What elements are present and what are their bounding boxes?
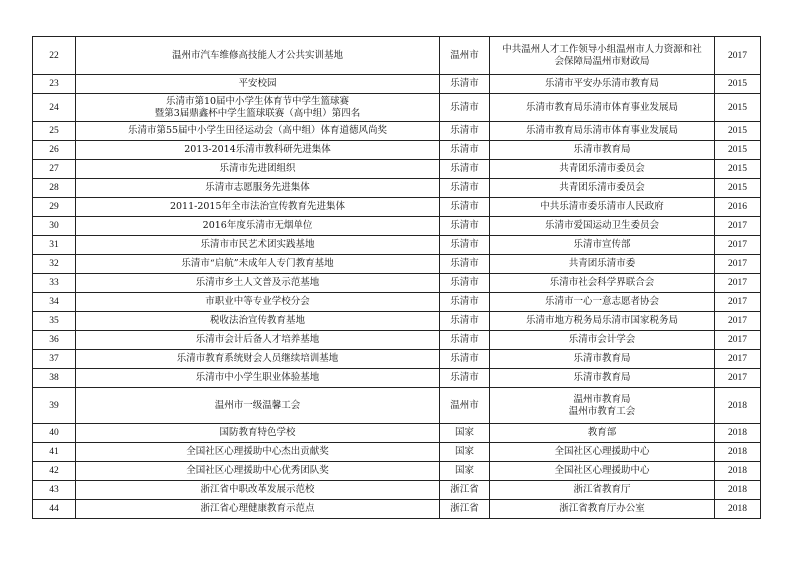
row-number-cell: 32 [33,255,76,274]
row-number-cell: 28 [33,179,76,198]
issuer-line: 乐清市教育局 [573,353,631,364]
table-row [33,331,761,350]
year-cell: 2015 [715,122,761,141]
honor-level-cell: 乐清市 [440,331,490,350]
table-row [33,350,761,369]
honor-name-cell [76,179,440,198]
issuer-line: 浙江省教育厅办公室 [559,503,645,514]
honor-name-cell [76,94,440,122]
honor-name-cell [76,141,440,160]
issuer-line: 乐清市教育局 [573,372,631,383]
table-row [33,369,761,388]
issuing-authority-cell [490,481,715,500]
table-row [33,94,761,122]
honor-level-cell: 乐清市 [440,75,490,94]
issuer-line: 全国社区心理援助中心 [554,446,650,457]
honor-level-cell: 乐清市 [440,255,490,274]
honor-level-cell: 浙江省 [440,481,490,500]
honor-name-cell [76,388,440,424]
table-row [33,198,761,217]
issuer-line: 共青团乐清市委员会 [559,163,645,174]
row-number-cell: 38 [33,369,76,388]
row-number-cell: 33 [33,274,76,293]
row-number-cell: 43 [33,481,76,500]
honor-level-cell: 乐清市 [440,369,490,388]
issuing-authority-cell [490,75,715,94]
honor-level-cell: 乐清市 [440,198,490,217]
name-line: 全国社区心理援助中心杰出贡献奖 [186,446,329,457]
name-line: 暨第3届鼎鑫杯中学生篮球联赛（高中组）第四名 [154,107,361,119]
name-line: 温州市一级温馨工会 [214,399,301,411]
row-number-cell: 35 [33,312,76,331]
year-cell: 2015 [715,160,761,179]
honor-name-cell [76,481,440,500]
honor-level-cell: 乐清市 [440,236,490,255]
issuing-authority-cell [490,94,715,122]
honor-level-cell: 乐清市 [440,160,490,179]
row-number-cell: 23 [33,75,76,94]
row-number-cell: 26 [33,141,76,160]
issuer-line: 乐清市教育局乐清市体育事业发展局 [525,101,678,113]
row-number-cell: 31 [33,236,76,255]
issuer-line: 浙江省教育厅 [573,484,631,495]
row-number-cell: 44 [33,500,76,519]
honor-level-cell: 乐清市 [440,217,490,236]
issuing-authority-cell [490,424,715,443]
year-cell: 2018 [715,424,761,443]
name-line: 乐清市教育系统财会人员继续培训基地 [176,353,339,364]
row-number-cell: 41 [33,443,76,462]
year-cell: 2015 [715,75,761,94]
issuing-authority-cell [490,462,715,481]
name-line: 乐清市会计后备人才培养基地 [195,334,320,345]
issuer-line: 乐清市社会科学界联合会 [549,277,655,288]
issuing-authority-cell [490,369,715,388]
honor-level-cell: 乐清市 [440,312,490,331]
year-cell: 2015 [715,94,761,122]
name-line: 温州市汽车维修高技能人才公共实训基地 [171,49,343,61]
honor-level-cell: 国家 [440,462,490,481]
year-cell: 2017 [715,293,761,312]
name-line: 乐清市乡土人文普及示范基地 [195,277,320,288]
table-row [33,388,761,424]
honor-name-cell [76,350,440,369]
year-cell: 2016 [715,198,761,217]
row-number-cell: 40 [33,424,76,443]
issuing-authority-cell [490,37,715,75]
honor-level-cell: 温州市 [440,388,490,424]
name-line: 2016年度乐清市无烟单位 [202,220,313,231]
name-line: 全国社区心理援助中心优秀团队奖 [186,465,329,476]
row-number-cell: 34 [33,293,76,312]
issuing-authority-cell [490,274,715,293]
issuer-line: 全国社区心理援助中心 [554,465,650,476]
honor-level-cell: 乐清市 [440,122,490,141]
table-row [33,293,761,312]
year-cell: 2018 [715,388,761,424]
honor-level-cell: 乐清市 [440,293,490,312]
name-line: 乐清市先进团组织 [219,163,296,174]
honor-name-cell [76,160,440,179]
honor-name-cell [76,462,440,481]
year-cell: 2017 [715,331,761,350]
table-row [33,236,761,255]
year-cell: 2017 [715,369,761,388]
year-cell: 2015 [715,141,761,160]
honor-level-cell: 乐清市 [440,94,490,122]
year-cell: 2018 [715,500,761,519]
year-cell: 2017 [715,217,761,236]
name-line: 乐清市第10届中小学生体育节中学生篮球赛 [165,95,350,107]
issuer-line: 乐清市一心一意志愿者协会 [544,296,659,307]
table-row [33,274,761,293]
table-body [33,37,761,519]
year-cell: 2017 [715,255,761,274]
issuing-authority-cell [490,388,715,424]
table-row [33,141,761,160]
table-row [33,500,761,519]
honors-table [32,36,761,519]
year-cell: 2017 [715,350,761,369]
issuing-authority-cell [490,217,715,236]
issuer-line: 中共温州人才工作领导小组温州市人力资源和社 [502,43,702,55]
issuer-line: 乐清市平安办乐清市教育局 [544,78,659,89]
issuing-authority-cell [490,122,715,141]
row-number-cell: 30 [33,217,76,236]
name-line: 2013-2014乐清市教科研先进集体 [184,144,331,155]
table-row [33,481,761,500]
issuer-line: 教育部 [587,427,617,438]
row-number-cell: 37 [33,350,76,369]
issuer-line: 乐清市教育局 [573,144,631,155]
issuer-line: 共青团乐清市委员会 [559,182,645,193]
issuing-authority-cell [490,293,715,312]
year-cell: 2018 [715,462,761,481]
name-line: 乐清市志愿服务先进集体 [205,182,310,193]
honor-name-cell [76,122,440,141]
name-line: 国防教育特色学校 [219,427,296,438]
honor-name-cell [76,424,440,443]
honor-level-cell: 乐清市 [440,141,490,160]
row-number-cell: 36 [33,331,76,350]
row-number-cell: 22 [33,37,76,75]
issuer-line: 乐清市宣传部 [573,239,631,250]
year-cell: 2015 [715,179,761,198]
issuing-authority-cell [490,198,715,217]
issuing-authority-cell [490,443,715,462]
row-number-cell: 27 [33,160,76,179]
year-cell: 2017 [715,37,761,75]
year-cell: 2017 [715,274,761,293]
honor-level-cell: 乐清市 [440,274,490,293]
row-number-cell: 39 [33,388,76,424]
honor-name-cell [76,274,440,293]
honor-name-cell [76,236,440,255]
name-line: 乐清市中小学生职业体验基地 [195,372,320,383]
issuer-line: 乐清市会计学会 [568,334,636,345]
issuer-line: 共青团乐清市委 [568,258,636,269]
table-row [33,179,761,198]
table-row [33,424,761,443]
issuer-line: 温州市教育局 [573,393,631,405]
table-row [33,462,761,481]
row-number-cell: 25 [33,122,76,141]
issuer-line: 乐清市教育局乐清市体育事业发展局 [525,125,678,136]
name-line: 乐清市市民艺术团实践基地 [200,239,315,250]
issuing-authority-cell [490,141,715,160]
table-row [33,122,761,141]
name-line: 平安校园 [238,78,277,89]
row-number-cell: 42 [33,462,76,481]
issuer-line: 中共乐清市委乐清市人民政府 [540,201,664,212]
honor-level-cell: 温州市 [440,37,490,75]
issuer-line: 乐清市爱国运动卫生委员会 [544,220,659,231]
honor-level-cell: 国家 [440,424,490,443]
honor-name-cell [76,312,440,331]
table-row [33,255,761,274]
name-line: 税收法治宣传教育基地 [209,315,305,326]
issuing-authority-cell [490,236,715,255]
name-line: 市职业中等专业学校分会 [205,296,310,307]
year-cell: 2017 [715,236,761,255]
honor-name-cell [76,443,440,462]
issuing-authority-cell [490,255,715,274]
table-row [33,443,761,462]
table-row [33,75,761,94]
honor-name-cell [76,331,440,350]
name-line: 乐清市“启航”未成年人专门教育基地 [181,258,334,269]
issuer-line: 乐清市地方税务局乐清市国家税务局 [525,315,678,326]
issuing-authority-cell [490,331,715,350]
year-cell: 2018 [715,481,761,500]
year-cell: 2017 [715,312,761,331]
row-number-cell: 29 [33,198,76,217]
honor-name-cell [76,75,440,94]
table-row [33,37,761,75]
year-cell: 2018 [715,443,761,462]
issuing-authority-cell [490,350,715,369]
issuing-authority-cell [490,500,715,519]
honor-level-cell: 乐清市 [440,350,490,369]
issuing-authority-cell [490,179,715,198]
honor-level-cell: 浙江省 [440,500,490,519]
table-row [33,160,761,179]
honor-name-cell [76,37,440,75]
honor-name-cell [76,500,440,519]
issuer-line: 温州市教育工会 [568,405,636,417]
name-line: 2011-2015年全市法治宣传教育先进集体 [169,201,346,212]
honor-level-cell: 乐清市 [440,179,490,198]
honor-name-cell [76,217,440,236]
honor-level-cell: 国家 [440,443,490,462]
issuing-authority-cell [490,160,715,179]
issuer-line: 会保障局温州市财政局 [554,55,650,67]
honor-name-cell [76,369,440,388]
table-row [33,312,761,331]
row-number-cell: 24 [33,94,76,122]
name-line: 浙江省中职改革发展示范校 [200,484,315,495]
honor-name-cell [76,198,440,217]
honor-name-cell [76,293,440,312]
table-row [33,217,761,236]
honor-name-cell [76,255,440,274]
name-line: 乐清市第55届中小学生田径运动会（高中组）体育道德风尚奖 [127,125,388,136]
name-line: 浙江省心理健康教育示范点 [200,503,315,514]
issuing-authority-cell [490,312,715,331]
